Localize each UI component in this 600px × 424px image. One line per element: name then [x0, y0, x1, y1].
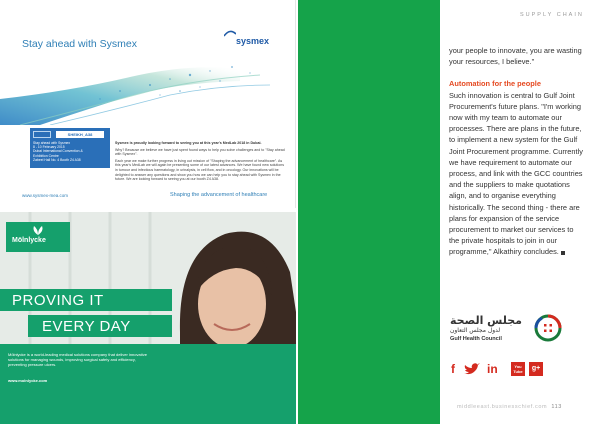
article-subheading: Automation for the people: [449, 79, 541, 89]
page-number: 113: [551, 404, 562, 410]
sysmex-headline: Stay ahead with Sysmex: [22, 38, 137, 50]
molnlycke-description: Mölnlycke is a world-leading medical solutions company that deliver innovative solutions for managing wounds, improving surgical safety and efficiency, preventing pressure ulcers.: [8, 352, 147, 367]
youtube-label-top: You: [514, 364, 522, 369]
molnlycke-logo: [6, 222, 70, 252]
article-body: [449, 45, 584, 269]
sysmex-slogan: Shaping the advancement of healthcare: [170, 192, 268, 198]
sysmex-body-paragraph: Why? Because we believe we have just spent found ways to help you solve challenges and to "Stay ahead with Sysmex".: [115, 147, 285, 157]
youtube-label-bottom: Tube: [513, 369, 523, 374]
footer-url[interactable]: middleeast.businesschief.com: [457, 404, 548, 410]
section-label: SUPPLY CHAIN: [520, 12, 584, 18]
linkedin-icon[interactable]: in: [487, 362, 498, 376]
molnlycke-brand: Mölnlycke: [12, 237, 46, 244]
article-intro: your people to innovate, you are wasting your resources, I believe.": [449, 46, 582, 67]
medlab-logo-icon: [33, 131, 51, 138]
council-arabic-line-1: مجلس الصحة: [450, 314, 522, 327]
sysmex-ad: [0, 0, 296, 208]
molnlycke-headline-1: PROVING IT: [12, 292, 104, 309]
gulf-health-council-logo: [449, 312, 589, 352]
youtube-icon[interactable]: [511, 362, 525, 376]
sysmex-particle-artwork: [0, 55, 296, 125]
event-line: Exhibition Centre: [33, 153, 59, 158]
molnlycke-leaf-icon: [30, 225, 46, 235]
molnlycke-headline-2: EVERY DAY: [42, 318, 131, 335]
booth-tag: SHEIKH_A38: [56, 131, 104, 138]
sysmex-logo-text: sysmex: [236, 36, 270, 46]
sysmex-url-link[interactable]: www.sysmex-mea.com: [22, 193, 69, 198]
event-line: Zabeel Hall No. 4 Booth Z4 A38: [33, 157, 81, 162]
council-english-name: Gulf Health Council: [450, 336, 502, 342]
green-band: [298, 0, 440, 424]
page-footer: [457, 404, 562, 410]
article-paragraph-text: Such innovation is central to Gulf Joint Procurement's future plans. "I'm working now with my team to automate our processes. There are plans in the future, to implement a new system for the Gulf Joint Procurement programme. Currently we have requirement to automate our process, and link with the GCC countries and the suppliers to make quotations align, and to organise everything historically. The second thing - there are plans for expansion of the service procurement to market our services to the private hospitals to join in our programme," Alkathiry concludes.: [449, 90, 583, 257]
molnlycke-ad: [0, 212, 296, 424]
twitter-icon[interactable]: [463, 362, 481, 376]
council-arabic-line-2: لدول مجلس التعاون: [450, 327, 501, 334]
molnlycke-url-link[interactable]: www.molnlycke.com: [8, 378, 48, 383]
sysmex-logo: [224, 28, 284, 52]
event-line: 8 - 10 February 2015: [33, 145, 65, 150]
council-emblem-icon: [533, 312, 563, 348]
sysmex-body-paragraph: Each year we make further progress in living out mission of "Shaping the advancement of healthcare". As this year's MedLab we will again be presenting some of our latest advances. We have found new solutions in tumour and infectious haematology, in urinalysis, in cell flow, and in oncology. Our innovations will be delighted to answer any questions and show you how we can help you to stay ahead with Sysmex in the future. We are looking forward to seeing you at our booth Z4 A38.: [115, 158, 285, 182]
sysmex-mark-icon: [224, 30, 236, 38]
end-of-article-icon: [561, 251, 565, 255]
event-line: Dubai International Convention &: [33, 149, 83, 154]
article-paragraph: [449, 90, 584, 258]
event-line: Stay ahead with Sysmex: [33, 141, 71, 145]
sysmex-body-lead: Sysmex is proudly looking forward to seeing you at this year's MedLab 2018 in Dubai.: [115, 141, 262, 145]
facebook-icon[interactable]: f: [451, 362, 455, 376]
council-arabic-name: [450, 314, 522, 334]
google-plus-icon[interactable]: g+: [529, 362, 543, 376]
sysmex-body: [115, 141, 285, 184]
sysmex-event-box: [30, 128, 110, 168]
